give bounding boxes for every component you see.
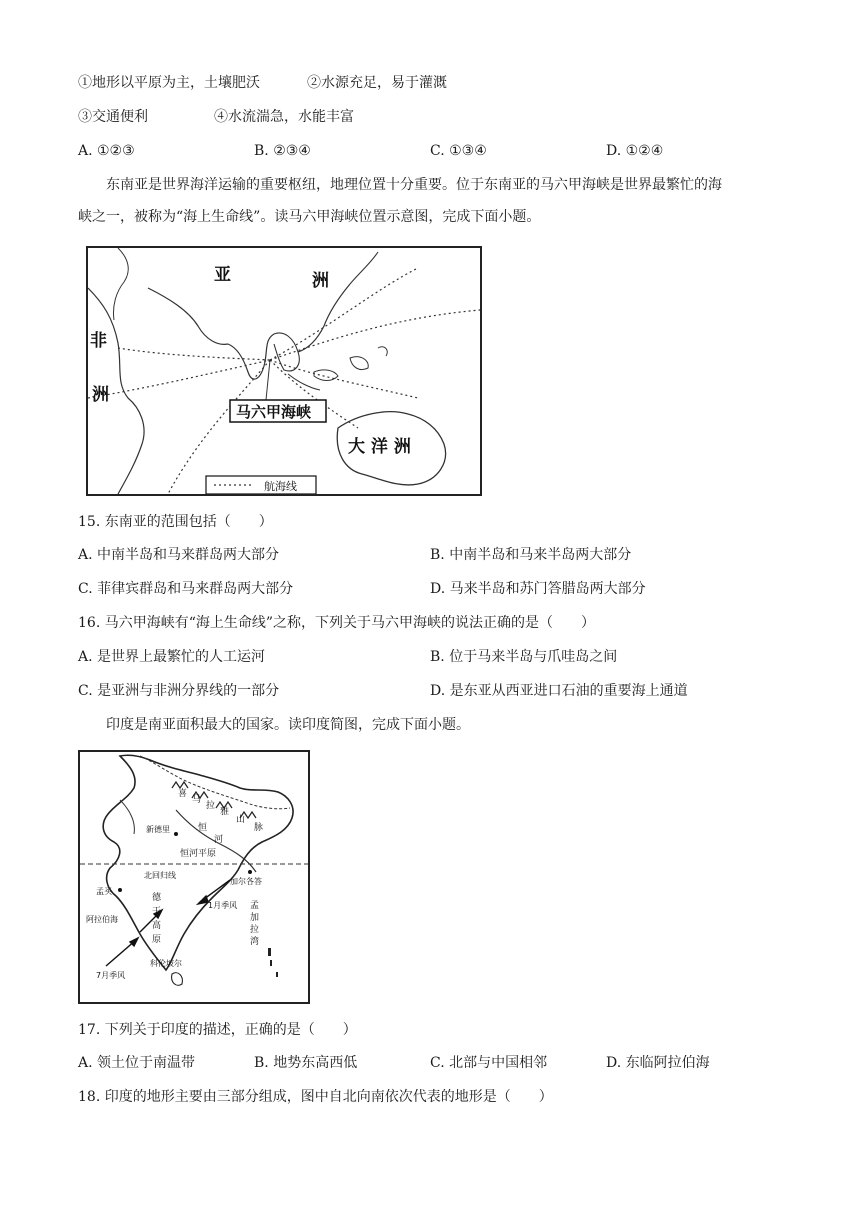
map1-label-oceania: 大 洋 洲 — [348, 437, 411, 457]
q15-option-b[interactable]: B. 中南半岛和马来半岛两大部分 — [430, 547, 632, 563]
map2-bay-2: 加 — [250, 913, 260, 923]
india-map-drawing — [80, 752, 308, 1002]
map2-kolkata: 加尔各答 — [230, 877, 262, 886]
map1-label-asia-2: 洲 — [312, 271, 329, 291]
statement-1: ①地形以平原为主，土壤肥沃 — [78, 75, 260, 91]
map2-himalaya-4: 雅 — [220, 807, 230, 817]
q16-stem: 16. 马六甲海峡有“海上生命线”之称，下列关于马六甲海峡的说法正确的是（ ） — [78, 615, 596, 631]
q15-option-a[interactable]: A. 中南半岛和马来群岛两大部分 — [78, 547, 280, 563]
prev-option-a[interactable]: A. ①②③ — [78, 143, 135, 159]
q17-option-c[interactable]: C. 北部与中国相邻 — [430, 1055, 548, 1071]
q16-option-a[interactable]: A. 是世界上最繁忙的人工运河 — [78, 649, 266, 665]
map1-label-strait: 马六甲海峡 — [236, 403, 312, 421]
map1-label-asia-1: 亚 — [214, 265, 231, 285]
map2-jul-monsoon: 7月季风 — [96, 971, 126, 980]
india-map — [78, 750, 310, 1004]
q16-option-d[interactable]: D. 是东亚从西亚进口石油的重要海上通道 — [430, 683, 688, 699]
q18-stem: 18. 印度的地形主要由三部分组成，图中自北向南依次代表的地形是（ ） — [78, 1089, 553, 1105]
q17-stem: 17. 下列关于印度的描述，正确的是（ ） — [78, 1022, 357, 1038]
intro-paragraph-line2: 峡之一，被称为“海上生命线”。读马六甲海峡位置示意图，完成下面小题。 — [78, 209, 541, 225]
statement-3: ③交通便利 — [78, 109, 148, 125]
map2-bay-1: 孟 — [250, 901, 260, 911]
map2-deccan-1: 德 — [152, 893, 162, 903]
map2-bay-3: 拉 — [250, 925, 260, 935]
q15-stem: 15. 东南亚的范围包括（ ） — [78, 514, 273, 530]
map1-label-africa-2: 洲 — [92, 385, 109, 405]
map2-himalaya-2: 马 — [192, 795, 202, 805]
map2-colombo: 科伦坡尔 — [150, 959, 182, 968]
q16-option-c[interactable]: C. 是亚洲与非洲分界线的一部分 — [78, 683, 280, 699]
map2-deccan-3: 高 — [152, 921, 162, 931]
map2-tropic-label: 北回归线 — [144, 871, 176, 880]
map2-arabian-sea: 阿拉伯海 — [86, 915, 118, 924]
map2-himalaya-5: 山 — [236, 815, 246, 825]
prev-option-c[interactable]: C. ①③④ — [430, 143, 487, 159]
prev-option-b[interactable]: B. ②③④ — [254, 143, 311, 159]
prev-option-d[interactable]: D. ①②④ — [606, 143, 664, 159]
map2-mumbai: 孟买 — [96, 887, 112, 896]
map2-bay-4: 湾 — [250, 937, 260, 947]
map2-ganges-1: 恒 — [198, 823, 208, 833]
map2-deccan-4: 原 — [152, 935, 162, 945]
map2-himalaya-1: 喜 — [178, 789, 188, 799]
map1-legend-text: 航海线 — [264, 480, 297, 493]
malacca-strait-map — [86, 246, 482, 496]
map1-label-africa-1: 非 — [90, 331, 107, 351]
map2-himalaya-3: 拉 — [206, 801, 216, 811]
intro2-paragraph: 印度是南亚面积最大的国家。读印度简图，完成下面小题。 — [106, 717, 470, 733]
q16-option-b[interactable]: B. 位于马来半岛与爪哇岛之间 — [430, 649, 618, 665]
map2-deccan-2: 干 — [152, 907, 162, 917]
malacca-map-drawing — [88, 248, 480, 494]
map2-new-delhi: 新德里 — [146, 825, 170, 834]
statement-2: ②水源充足，易于灌溉 — [307, 75, 447, 91]
statement-4: ④水流湍急，水能丰富 — [214, 109, 354, 125]
q15-option-c[interactable]: C. 菲律宾群岛和马来群岛两大部分 — [78, 581, 294, 597]
map2-ganges-plain: 恒河平原 — [180, 849, 217, 859]
q15-option-d[interactable]: D. 马来半岛和苏门答腊岛两大部分 — [430, 581, 646, 597]
map2-himalaya-6: 脉 — [254, 823, 264, 833]
q17-option-d[interactable]: D. 东临阿拉伯海 — [606, 1055, 710, 1071]
intro-paragraph-line1: 东南亚是世界海洋运输的重要枢纽，地理位置十分重要。位于东南亚的马六甲海峡是世界最繁忙的海 — [106, 177, 722, 193]
q17-option-a[interactable]: A. 领土位于南温带 — [78, 1055, 196, 1071]
q17-option-b[interactable]: B. 地势东高西低 — [254, 1055, 358, 1071]
map2-jan-monsoon: 1月季风 — [208, 901, 238, 910]
map2-ganges-2: 河 — [214, 835, 224, 845]
